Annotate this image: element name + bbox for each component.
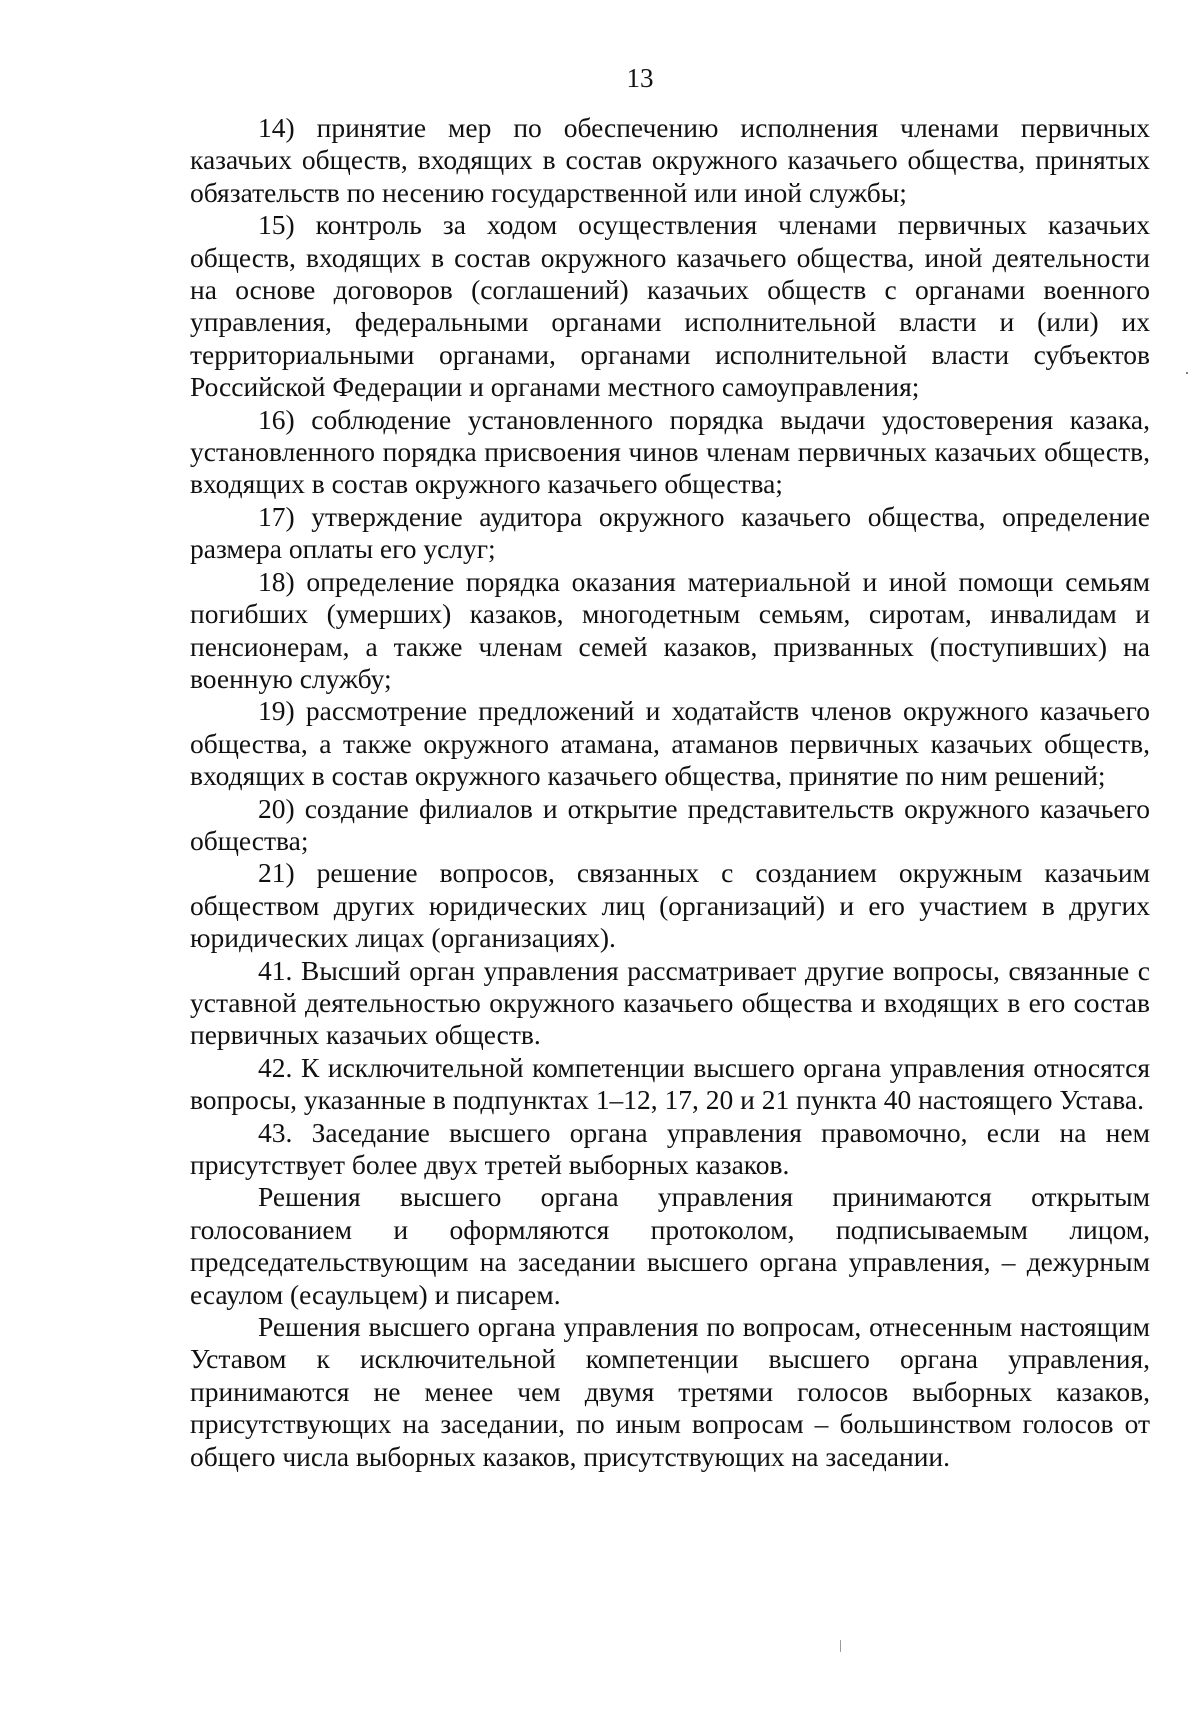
paragraph-item-21: 21) решение вопросов, связанных с созданием окружным казачьим обществом других юридических лиц (организаций) и его участием в других юридических лицах (организациях). xyxy=(190,857,1150,954)
document-body xyxy=(190,112,1150,1473)
paragraph-clause-43-decisions: Решения высшего органа управления принимаются открытым голосованием и оформляются протоколом, подписываемым лицом, председательствующим на заседании высшего органа управления, – дежурным есаулом (есаульцем) и писарем. xyxy=(190,1181,1150,1310)
paragraph-item-18: 18) определение порядка оказания материальной и иной помощи семьям погибших (умерших) казаков, многодетным семьям, сиротам, инвалидам и пенсионерам, а также членам семей казаков, призванных (поступивших) на военную службу; xyxy=(190,565,1150,694)
page-number: 13 xyxy=(626,63,654,93)
scan-dust-mark xyxy=(1186,372,1188,374)
paragraph-item-15: 15) контроль за ходом осуществления членами первичных казачьих обществ, входящих в состав окружного казачьего общества, иной деятельности на основе договоров (соглашений) казачьих обществ с органами военного управления, федеральными органами исполнительной власти и (или) их территориальными органами, органами исполнительной власти субъектов Российской Федерации и органами местного самоуправления; xyxy=(190,209,1150,403)
paragraph-item-16: 16) соблюдение установленного порядка выдачи удостоверения казака, установленного порядка присвоения чинов членам первичных казачьих обществ, входящих в состав окружного казачьего общества; xyxy=(190,403,1150,500)
paragraph-clause-43: 43. Заседание высшего органа управления правомочно, если на нем присутствует более двух третей выборных казаков. xyxy=(190,1116,1150,1180)
paragraph-clause-41: 41. Высший орган управления рассматривает другие вопросы, связанные с уставной деятельностью окружного казачьего общества и входящих в его состав первичных казачьих обществ. xyxy=(190,954,1150,1051)
scan-dust-mark xyxy=(840,1640,841,1652)
paragraph-item-20: 20) создание филиалов и открытие представительств окружного казачьего общества; xyxy=(190,792,1150,856)
paragraph-item-14: 14) принятие мер по обеспечению исполнения членами первичных казачьих обществ, входящих в состав окружного казачьего общества, принятых обязательств по несению государственной или иной службы; xyxy=(190,112,1150,208)
paragraph-clause-42: 42. К исключительной компетенции высшего органа управления относятся вопросы, указанные в подпунктах 1–12, 17, 20 и 21 пункта 40 настоящего Устава. xyxy=(190,1051,1150,1116)
paragraph-item-19: 19) рассмотрение предложений и ходатайств членов окружного казачьего общества, а также окружного атамана, атаманов первичных казачьих обществ, входящих в состав окружного казачьего общества, принятие по ним решений; xyxy=(190,695,1150,792)
paragraph-clause-43-exclusive-decisions: Решения высшего органа управления по вопросам, отнесенным настоящим Уставом к исключительной компетенции высшего органа управления, принимаются не менее чем двумя третями голосов выборных казаков, присутствующих на заседании, по иным вопросам – большинством голосов от общего числа выборных казаков, присутствующих на заседании. xyxy=(190,1311,1150,1472)
paragraph-item-17: 17) утверждение аудитора окружного казачьего общества, определение размера оплаты его услуг; xyxy=(190,500,1150,565)
